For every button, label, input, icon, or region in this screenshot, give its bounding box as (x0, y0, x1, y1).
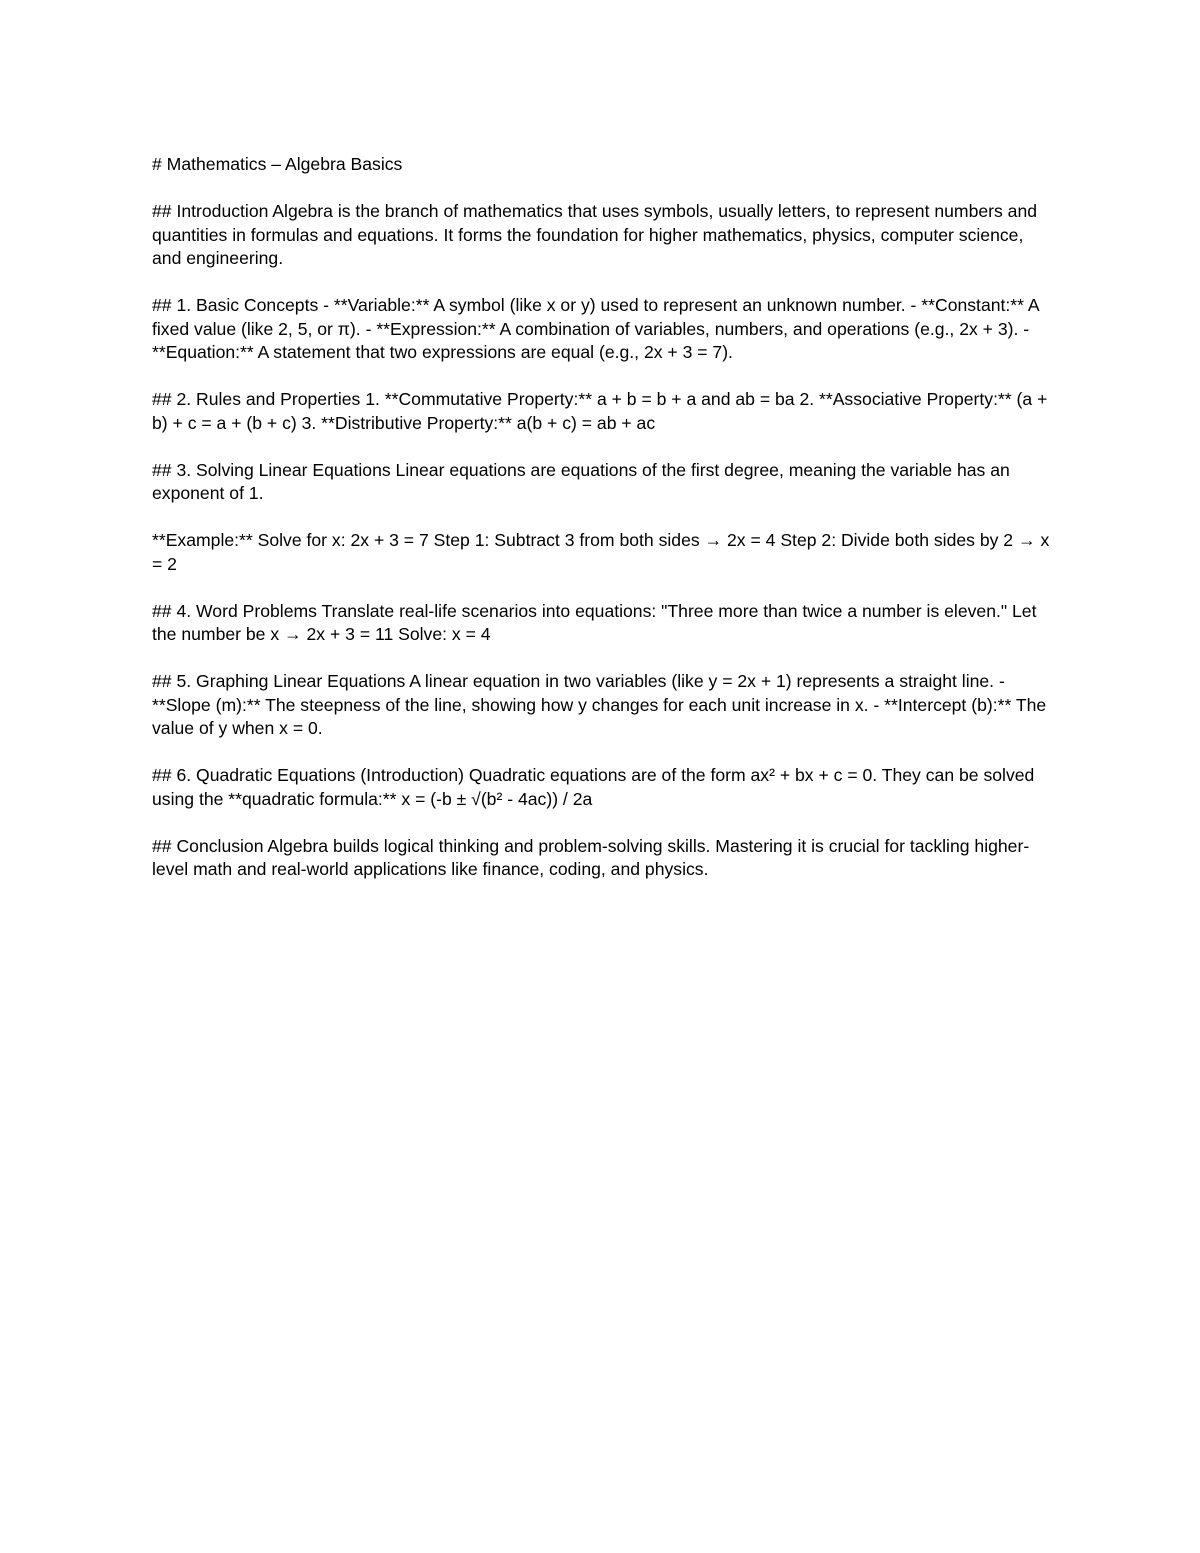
section-linear-equations: ## 3. Solving Linear Equations Linear equations are equations of the first degree, meaning the variable has an exponent of 1. (152, 459, 1010, 503)
section-conclusion: ## Conclusion Algebra builds logical thinking and problem-solving skills. Mastering it is crucial for tackling higher-level math and real-world applications like finance, coding, and physics. (152, 835, 1030, 879)
example-paragraph: **Example:** Solve for x: 2x + 3 = 7 Step 1: Subtract 3 from both sides → 2x = 4 Step 2: Divide both sides by 2 → x = 2 (152, 530, 1050, 574)
document-body (152, 153, 1057, 905)
section-word-problems: ## 4. Word Problems Translate real-life scenarios into equations: "Three more than twice a number is eleven." Let the number be x → 2x + 3 = 11 Solve: x = 4 (152, 600, 1037, 644)
section-quadratic: ## 6. Quadratic Equations (Introduction) Quadratic equations are of the form ax² + bx + c = 0. They can be solved using the **quadratic formula:** x = (-b ± √(b² - 4ac)) / 2a (152, 765, 1035, 809)
section-rules-properties: ## 2. Rules and Properties 1. **Commutative Property:** a + b = b + a and ab = ba 2. **Associative Property:** (a + b) + c = a + (b + c) 3. **Distributive Property:** a(b + c) = ab + ac (152, 389, 1048, 433)
section-basic-concepts: ## 1. Basic Concepts - **Variable:** A symbol (like x or y) used to represent an unknown number. - **Constant:** A fixed value (like 2, 5, or π). - **Expression:** A combination of variables, numbers, and operations (e.g., 2x + 3). - **Equation:** A statement that two expressions are equal (e.g., 2x + 3 = 7). (152, 295, 1039, 362)
document-title: # Mathematics – Algebra Basics (152, 154, 403, 174)
section-graphing: ## 5. Graphing Linear Equations A linear equation in two variables (like y = 2x + 1) represents a straight line. - **Slope (m):** The steepness of the line, showing how y changes for each unit increase in x. - **Intercept (b):** The value of y when x = 0. (152, 671, 1047, 738)
section-introduction: ## Introduction Algebra is the branch of mathematics that uses symbols, usually letters, to represent numbers and quantities in formulas and equations. It forms the foundation for higher mathematics, physics, computer science, and engineering. (152, 201, 1038, 268)
